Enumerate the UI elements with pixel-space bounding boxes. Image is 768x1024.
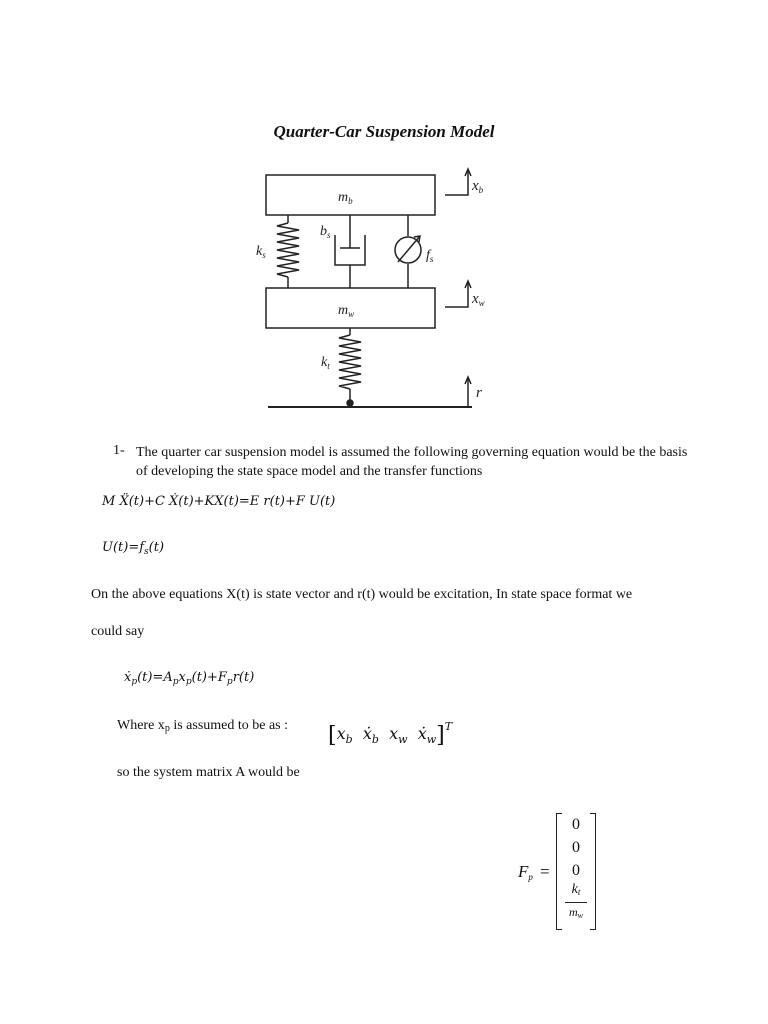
- matrix-cell: 0: [572, 816, 580, 833]
- fp-matrix: [556, 813, 596, 930]
- suspension-spring: [277, 215, 299, 288]
- list-item-number: 1-: [113, 443, 125, 458]
- xw-label: $x_w$: [472, 291, 485, 308]
- governing-equation: M Ẍ(t)+C Ẋ(t)+KX(t)=E r(t)+F U(t): [102, 494, 336, 509]
- control-equation: $U(t)=f_s(t)$: [102, 540, 165, 557]
- list-item-text: The quarter car suspension model is assumed the following governing equation would be the basis of developing the state space model and the transfer functions: [136, 445, 688, 479]
- bs-label: $b_s$: [320, 224, 331, 240]
- road-input-arrow: [465, 377, 471, 407]
- suspension-damper: [335, 215, 365, 288]
- quarter-car-diagram: [240, 163, 500, 415]
- wheel-mass-label: $m_w$: [338, 303, 355, 319]
- paragraph-line-1: On the above equations X(t) is state vector and r(t) would be excitation, In state space format we: [91, 587, 633, 602]
- matrix-cell: 0: [572, 862, 580, 879]
- state-equation: $ẋ_p(t)=A_px_p(t)+F_pr(t)$: [124, 670, 255, 687]
- paragraph-line-2: could say: [91, 624, 145, 639]
- actuator-fs: [395, 215, 421, 288]
- page-title: Quarter-Car Suspension Model: [273, 122, 495, 141]
- system-matrix-text: so the system matrix A would be: [117, 765, 300, 780]
- wheel-displacement-arrow: [445, 281, 471, 307]
- ks-label: $k_s$: [256, 244, 266, 260]
- fraction-bar: [565, 902, 587, 903]
- body-displacement-arrow: [445, 169, 471, 195]
- wheel-mass-block: [266, 288, 435, 328]
- body-mass-block: [266, 175, 435, 215]
- body-mass-label: $m_b$: [338, 190, 353, 206]
- fs-label: $f_s$: [426, 248, 434, 264]
- state-vector: [$x_b$ ẋ$_b$ $x_w$ ẋ$_w$]$^T$: [328, 720, 453, 748]
- fraction-denominator: mw: [568, 905, 583, 920]
- fraction-numerator: kt: [571, 882, 581, 897]
- tire-spring: [339, 328, 361, 406]
- kt-label: $k_t$: [321, 355, 330, 371]
- where-text: Where $x_p$ is assumed to be as :: [117, 718, 289, 734]
- fp-label: $F_p$: [518, 862, 533, 882]
- r-label: r: [476, 385, 482, 401]
- matrix-cell: 0: [572, 839, 580, 856]
- fp-equals: =: [540, 862, 550, 881]
- xb-label: $x_b$: [472, 178, 484, 195]
